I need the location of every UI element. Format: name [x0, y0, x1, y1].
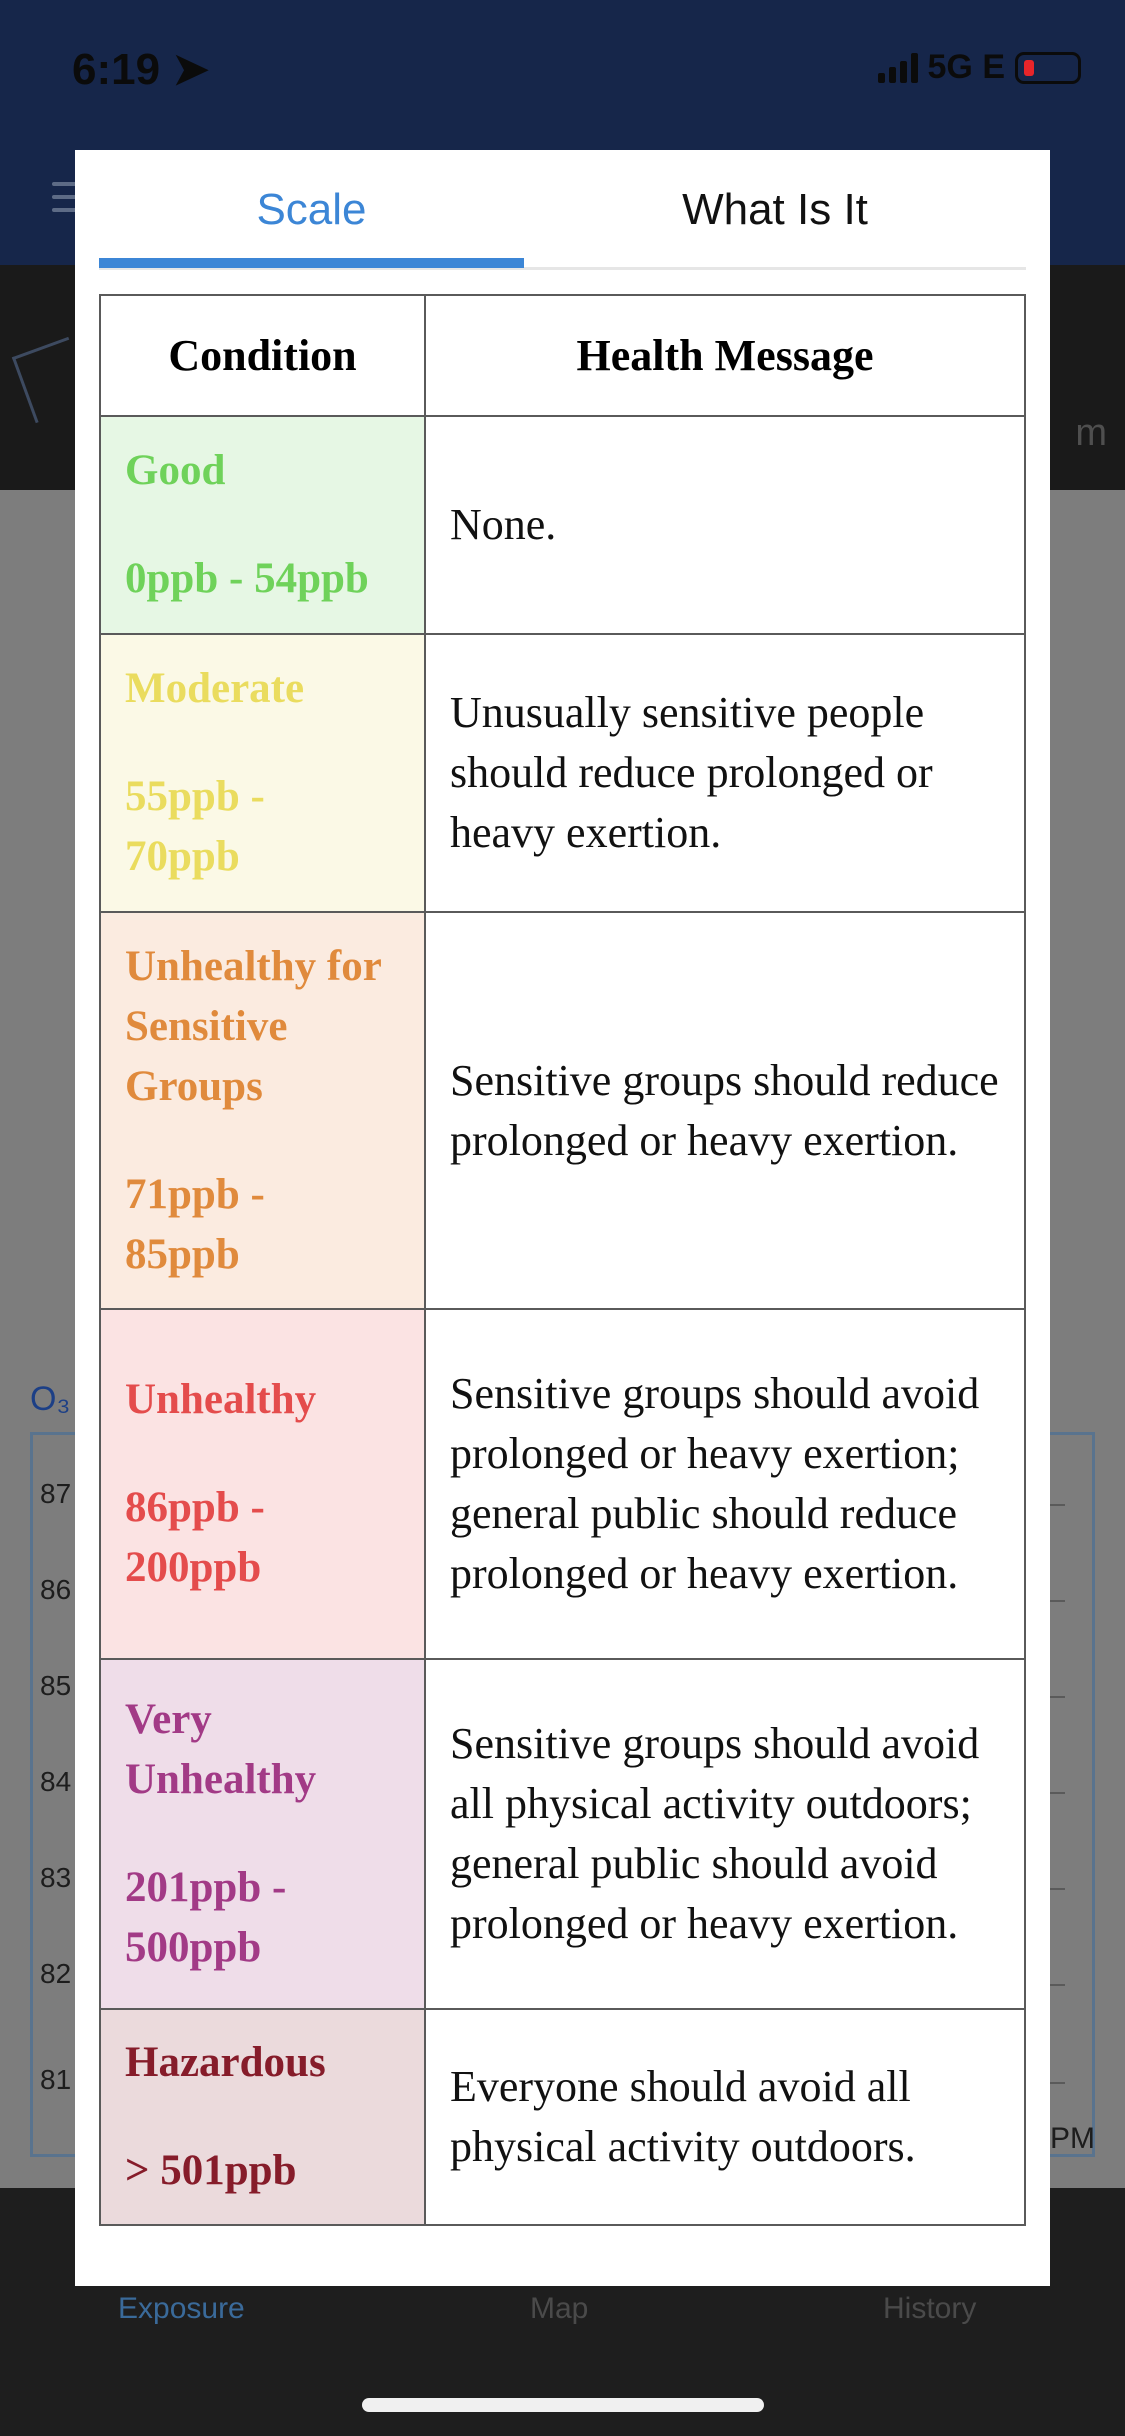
- condition-cell: [100, 1659, 425, 2009]
- table-row: [100, 2009, 1025, 2225]
- health-message-cell: Sensitive groups should avoid all physical activity outdoors; general public should avoid prolonged or heavy exertion.: [425, 1659, 1025, 2009]
- status-indicators: [878, 48, 1081, 87]
- table-row: [100, 1659, 1025, 2009]
- health-message-cell: Sensitive groups should reduce prolonged or heavy exertion.: [425, 912, 1025, 1309]
- health-message-cell: Everyone should avoid all physical activity outdoors.: [425, 2009, 1025, 2225]
- network-type: 5G E: [927, 48, 1005, 86]
- y-tick: 86: [40, 1574, 72, 1605]
- condition-name: Good: [125, 447, 226, 494]
- condition-range: 201ppb - 500ppb: [125, 1864, 287, 1971]
- condition-range: 0ppb - 54ppb: [125, 555, 369, 602]
- condition-cell: [100, 2009, 425, 2225]
- y-tick: 83: [40, 1862, 72, 1893]
- condition-range: 55ppb - 70ppb: [125, 773, 265, 880]
- table-row: [100, 634, 1025, 912]
- y-tick: 87: [40, 1478, 72, 1509]
- table-row: [100, 416, 1025, 634]
- condition-name: Hazardous: [125, 2039, 326, 2086]
- battery-icon: [1015, 52, 1081, 84]
- y-tick: 85: [40, 1670, 72, 1701]
- condition-name: Moderate: [125, 665, 305, 712]
- health-message-cell: Sensitive groups should avoid prolonged or heavy exertion; general public should reduce prolonged or heavy exertion.: [425, 1309, 1025, 1659]
- health-message-cell: Unusually sensitive people should reduce prolonged or heavy exertion.: [425, 634, 1025, 912]
- location-arrow-icon: ➤: [172, 45, 210, 94]
- table-row: [100, 1309, 1025, 1659]
- y-tick: 81: [40, 2064, 72, 2095]
- condition-name: Very Unhealthy: [125, 1696, 317, 1803]
- tab-what-is-it[interactable]: What Is It: [682, 185, 868, 234]
- tab-history[interactable]: History: [883, 2292, 977, 2325]
- health-message-cell: None.: [425, 416, 1025, 634]
- y-tick: 84: [40, 1766, 72, 1797]
- tab-map[interactable]: Map: [530, 2292, 589, 2325]
- home-indicator[interactable]: [362, 2398, 764, 2412]
- status-time: 6:19 ➤: [72, 45, 210, 94]
- signal-icon: [878, 53, 918, 83]
- condition-cell: [100, 1309, 425, 1659]
- health-message-header: Health Message: [425, 295, 1025, 416]
- y-tick: 82: [40, 1958, 72, 1989]
- tab-exposure[interactable]: Exposure: [118, 2292, 245, 2325]
- sub-header-partial-text: m: [1075, 412, 1107, 454]
- time-axis-label: PM: [1050, 2122, 1095, 2155]
- condition-cell: [100, 634, 425, 912]
- modal-tabs: [99, 150, 1026, 270]
- table-row: [100, 912, 1025, 1309]
- scale-modal: [75, 150, 1050, 2286]
- condition-range: 86ppb - 200ppb: [125, 1484, 265, 1591]
- aqi-scale-table: [99, 294, 1026, 2226]
- condition-cell: [100, 416, 425, 634]
- condition-header: Condition: [100, 295, 425, 416]
- condition-range: > 501ppb: [125, 2147, 297, 2194]
- condition-name: Unhealthy for Sensitive Groups: [125, 942, 382, 1110]
- active-tab-indicator: [99, 258, 524, 268]
- tab-scale[interactable]: Scale: [256, 185, 367, 234]
- table-header-row: [100, 295, 1025, 416]
- condition-range: 71ppb - 85ppb: [125, 1170, 265, 1278]
- condition-name: Unhealthy: [125, 1376, 317, 1423]
- condition-cell: [100, 912, 425, 1309]
- o3-label: O₃: [30, 1380, 71, 1418]
